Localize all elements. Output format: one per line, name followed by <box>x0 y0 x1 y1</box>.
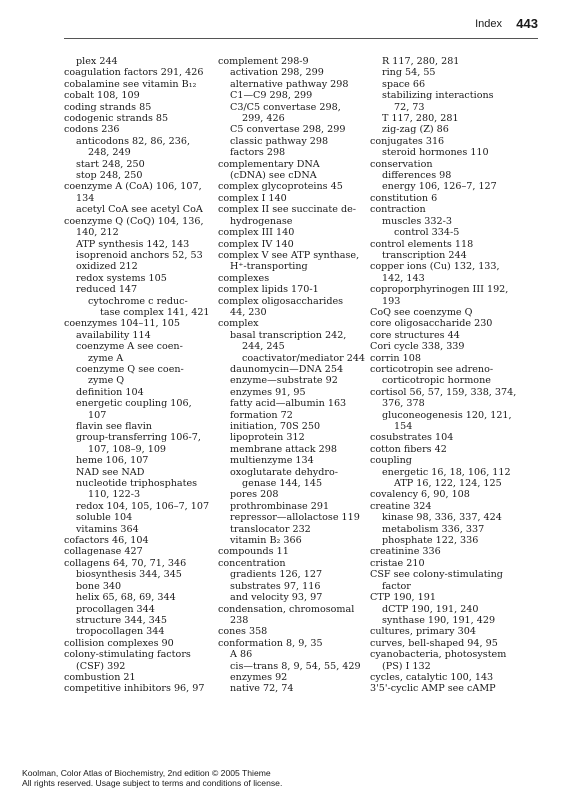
index-entry: codons 236 <box>64 124 120 136</box>
index-entry: energetic 16, 18, 106, 112 <box>382 466 511 478</box>
index-entry: enzymes 91, 95 <box>230 386 306 398</box>
index-entry: codogenic strands 85 <box>64 113 169 125</box>
index-entry: vitamins 364 <box>76 523 139 535</box>
index-entry: R 117, 280, 281 <box>382 56 460 67</box>
index-entry: cyanobacteria, photosystem <box>370 649 507 661</box>
index-entry: space 66 <box>382 78 426 90</box>
index-entry: A 86 <box>230 649 253 661</box>
copyright-footer <box>22 768 282 788</box>
index-entry: coenzymes 104–11, 105 <box>64 318 180 330</box>
index-entry: 142, 143 <box>382 272 425 284</box>
index-entry: transcription 244 <box>382 249 467 261</box>
index-entry: conformation 8, 9, 35 <box>218 637 323 649</box>
index-entry: complement 298-9 <box>218 56 309 67</box>
index-entry: enzymes 92 <box>230 671 288 683</box>
index-entry: energy 106, 126–7, 127 <box>382 181 497 193</box>
index-entry: ATP synthesis 142, 143 <box>76 238 190 250</box>
index-entry: C1—C9 298, 299 <box>230 90 313 102</box>
index-entry: coenzyme A see coen- <box>76 341 183 353</box>
index-entry: genase 144, 145 <box>242 478 323 490</box>
index-entry: complex lipids 170-1 <box>218 284 319 296</box>
index-column-3 <box>370 56 530 695</box>
index-entry: pores 208 <box>230 489 279 501</box>
index-entry: NAD see NAD <box>76 466 145 478</box>
index-entry: stabilizing interactions <box>382 90 494 102</box>
index-entry: multienzyme 134 <box>230 455 314 467</box>
index-entry: factors 298 <box>230 147 286 159</box>
index-entry: complex II see succinate de- <box>218 204 357 216</box>
index-entry: flavin see flavin <box>76 421 152 432</box>
index-entry: gluconeogenesis 120, 121, <box>382 409 512 421</box>
index-entry: substrates 97, 116 <box>230 580 321 592</box>
index-entry: CSF see colony-stimulating <box>370 569 503 581</box>
index-entry: competitive inhibitors 96, 97 <box>64 683 205 695</box>
section-title: Index <box>475 18 502 30</box>
index-entry: (CSF) 392 <box>76 660 126 672</box>
index-entry: basal transcription 242, <box>230 329 347 341</box>
index-entry: biosynthesis 344, 345 <box>76 569 182 581</box>
index-entry: oxidized 212 <box>76 261 138 273</box>
index-entry: ATP 16, 122, 124, 125 <box>394 478 502 490</box>
index-entry: constitution 6 <box>370 192 438 204</box>
index-entry: helix 65, 68, 69, 344 <box>76 592 176 604</box>
index-entry: classic pathway 298 <box>230 135 329 147</box>
index-entry: redox 104, 105, 106–7, 107 <box>76 500 210 512</box>
index-entry: structure 344, 345 <box>76 614 167 626</box>
index-entry: control 334-5 <box>394 227 460 239</box>
index-entry: concentration <box>218 557 286 569</box>
index-entry: start 248, 250 <box>76 158 145 170</box>
index-entry: bone 340 <box>76 580 122 592</box>
index-entry: gradients 126, 127 <box>230 569 323 581</box>
index-entry: copper ions (Cu) 132, 133, <box>370 261 500 273</box>
index-entry: complexes <box>218 272 270 284</box>
index-entry: corticotropin see adreno- <box>370 363 494 375</box>
index-entry: curves, bell-shaped 94, 95 <box>370 637 498 649</box>
footer-line-2: All rights reserved. Usage subject to terms and conditions of license. <box>22 778 283 789</box>
index-entry: Cori cycle 338, 339 <box>370 341 465 353</box>
index-entry: cis—trans 8, 9, 54, 55, 429 <box>230 660 361 672</box>
index-entry: cultures, primary 304 <box>370 626 476 638</box>
index-entry: colony-stimulating factors <box>64 649 191 661</box>
index-entry: cotton fibers 42 <box>370 443 447 455</box>
index-entry: ring 54, 55 <box>382 67 436 79</box>
index-entry: 376, 378 <box>382 398 425 410</box>
index-entry: daunomycin—DNA 254 <box>230 363 344 375</box>
index-entry: complex V see ATP synthase, <box>218 249 360 261</box>
index-entry: muscles 332-3 <box>382 215 452 227</box>
index-entry: cones 358 <box>218 626 268 638</box>
index-entry: factor <box>382 580 411 592</box>
index-entry: cofactors 46, 104 <box>64 535 149 547</box>
index-entry: 238 <box>230 614 249 626</box>
index-entry: translocator 232 <box>230 523 311 535</box>
page-header <box>0 14 564 36</box>
index-entry: creatinine 336 <box>370 546 441 558</box>
index-entry: alternative pathway 298 <box>230 78 349 90</box>
index-entry: T 117, 280, 281 <box>382 113 459 125</box>
index-entry: control elements 118 <box>370 238 474 250</box>
index-entry: anticodons 82, 86, 236, <box>76 135 191 147</box>
index-entry: 72, 73 <box>394 101 425 113</box>
index-entry: 3'5'-cyclic AMP see cAMP <box>370 683 496 695</box>
index-entry: C3/C5 convertase 298, <box>230 101 341 113</box>
index-entry: procollagen 344 <box>76 603 155 615</box>
index-entry: metabolism 336, 337 <box>382 523 485 535</box>
index-entry: CoQ see coenzyme Q <box>370 306 473 318</box>
index-entry: redox systems 105 <box>76 272 167 284</box>
index-entry: core oligosaccharide 230 <box>370 318 493 330</box>
index-entry: coenzyme Q (CoQ) 104, 136, <box>64 215 204 227</box>
index-entry: heme 106, 107 <box>76 455 149 467</box>
index-entry: cobalt 108, 109 <box>64 90 140 102</box>
index-entry: zyme A <box>88 352 124 364</box>
index-entry: coproporphyrinogen III 192, <box>370 284 509 296</box>
index-entry: 154 <box>394 421 413 432</box>
index-entry: enzyme—substrate 92 <box>230 375 338 387</box>
index-entry: oxoglutarate dehydro- <box>230 466 338 478</box>
index-entry: corrin 108 <box>370 352 421 364</box>
index-entry: prothrombinase 291 <box>230 500 330 512</box>
index-entry: availability 114 <box>76 329 151 341</box>
index-entry: H⁺-transporting <box>230 261 308 273</box>
index-entry: 299, 426 <box>242 113 285 125</box>
index-entry: complex glycoproteins 45 <box>218 181 343 193</box>
index-column-1 <box>64 56 212 695</box>
index-entry: dCTP 190, 191, 240 <box>382 603 479 615</box>
index-entry: C5 convertase 298, 299 <box>230 124 346 136</box>
index-entry: 193 <box>382 295 401 307</box>
index-entry: 44, 230 <box>230 306 267 318</box>
index-entry: complex I 140 <box>218 192 287 204</box>
index-entry: zyme Q <box>88 375 125 387</box>
index-entry: condensation, chromosomal <box>218 603 355 615</box>
index-entry: collagenase 427 <box>64 546 143 558</box>
index-entry: conjugates 316 <box>370 135 445 147</box>
index-entry: complex III 140 <box>218 227 295 239</box>
index-entry: stop 248, 250 <box>76 170 143 182</box>
index-entry: hydrogenase <box>230 215 293 227</box>
index-entry: lipoprotein 312 <box>230 432 305 444</box>
index-entry: coenzyme A (CoA) 106, 107, <box>64 181 202 193</box>
index-entry: 244, 245 <box>242 341 285 353</box>
index-entry: compounds 11 <box>218 546 289 558</box>
index-entry: core structures 44 <box>370 329 460 341</box>
footer-line-1: Koolman, Color Atlas of Biochemistry, 2nd edition © 2005 Thieme <box>22 768 271 778</box>
index-entry: complementary DNA <box>218 158 320 170</box>
index-entry: cosubstrates 104 <box>370 432 454 444</box>
index-entry: plex 244 <box>76 56 118 67</box>
index-entry: corticotropic hormone <box>382 375 491 387</box>
index-entry: vitamin B₂ 366 <box>230 535 302 547</box>
index-entry: combustion 21 <box>64 671 136 683</box>
index-entry: cobalamine see vitamin B₁₂ <box>64 78 197 90</box>
index-entry: fatty acid—albumin 163 <box>230 398 347 410</box>
index-entry: zig-zag (Z) 86 <box>382 124 449 136</box>
index-entry: coactivator/mediator 244 <box>242 352 366 364</box>
index-entry: tase complex 141, 421 <box>100 306 210 318</box>
index-entry: creatine 324 <box>370 500 432 512</box>
index-entry: contraction <box>370 204 426 216</box>
index-entry: collagens 64, 70, 71, 346 <box>64 557 187 569</box>
index-entry: kinase 98, 336, 337, 424 <box>382 512 502 524</box>
index-entry: coagulation factors 291, 426 <box>64 67 204 79</box>
index-entry: collision complexes 90 <box>64 637 174 649</box>
index-entry: covalency 6, 90, 108 <box>370 489 470 501</box>
index-entry: group-transferring 106-7, <box>76 432 201 444</box>
index-entry: soluble 104 <box>76 512 133 524</box>
index-entry: complex <box>218 318 259 330</box>
index-entry: and velocity 93, 97 <box>230 592 323 604</box>
index-entry: 248, 249 <box>88 147 131 159</box>
index-column-2 <box>218 56 374 695</box>
index-entry: cycles, catalytic 100, 143 <box>370 671 494 683</box>
index-entry: 140, 212 <box>76 227 119 239</box>
index-entry: definition 104 <box>76 386 144 398</box>
index-entry: tropocollagen 344 <box>76 626 165 638</box>
index-entry: 107, 108–9, 109 <box>88 443 167 455</box>
index-entry: conservation <box>370 158 433 170</box>
index-entry: formation 72 <box>230 409 293 421</box>
index-entry: 134 <box>76 192 95 204</box>
index-entry: acetyl CoA see acetyl CoA <box>76 204 203 216</box>
index-entry: coding strands 85 <box>64 101 152 113</box>
index-entry: coenzyme Q see coen- <box>76 363 184 375</box>
index-entry: cristae 210 <box>370 557 425 569</box>
index-entry: initiation, 70S 250 <box>230 421 321 432</box>
index-entry: native 72, 74 <box>230 683 294 695</box>
index-entry: reduced 147 <box>76 284 138 296</box>
index-entry: CTP 190, 191 <box>370 592 436 604</box>
index-entry: complex IV 140 <box>218 238 294 250</box>
index-entry: cortisol 56, 57, 159, 338, 374, <box>370 386 517 398</box>
index-entry: membrane attack 298 <box>230 443 337 455</box>
index-entry: coupling <box>370 455 412 467</box>
index-entry: (PS) I 132 <box>382 660 431 672</box>
index-entry: repressor—allolactose 119 <box>230 512 360 524</box>
index-entry: isoprenoid anchors 52, 53 <box>76 249 203 261</box>
index-entry: complex oligosaccharides <box>218 295 344 307</box>
index-entry: cytochrome c reduc- <box>88 295 188 307</box>
index-entry: phosphate 122, 336 <box>382 535 479 547</box>
index-entry: steroid hormones 110 <box>382 147 489 159</box>
index-entry: synthase 190, 191, 429 <box>382 614 496 626</box>
index-entry: nucleotide triphosphates <box>76 478 198 490</box>
index-entry: energetic coupling 106, <box>76 398 192 410</box>
page-number: 443 <box>516 16 538 31</box>
index-entry: activation 298, 299 <box>230 67 324 79</box>
index-entry: differences 98 <box>382 170 452 182</box>
header-rule <box>64 38 538 39</box>
index-entry: 107 <box>88 409 107 421</box>
index-entry: (cDNA) see cDNA <box>230 170 317 182</box>
index-entry: 110, 122-3 <box>88 489 141 501</box>
